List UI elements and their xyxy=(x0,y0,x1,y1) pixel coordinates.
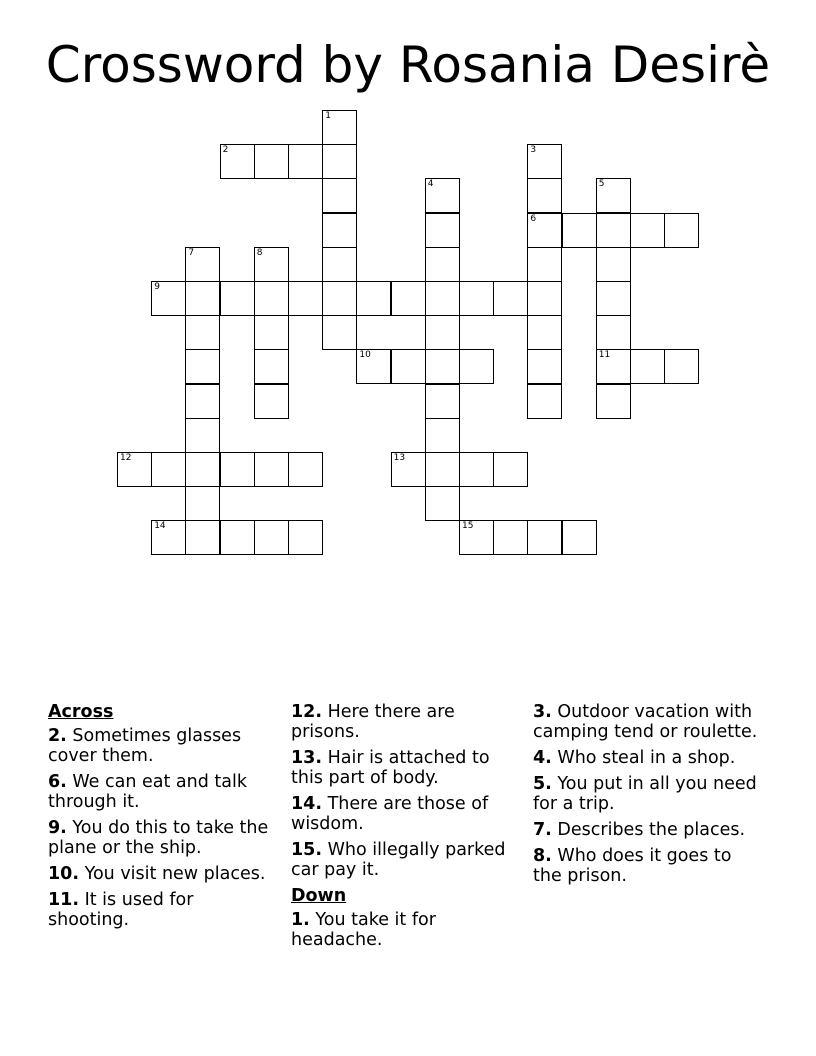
grid-cell[interactable] xyxy=(356,349,391,384)
grid-cell[interactable] xyxy=(220,520,255,555)
clue-number: 2 xyxy=(222,145,229,156)
clue-number: 9 xyxy=(154,282,160,292)
clue-item xyxy=(533,702,763,742)
clue-item xyxy=(533,748,763,768)
clue-text: You visit new places. xyxy=(84,864,266,884)
clue-item xyxy=(291,840,521,880)
clue-item xyxy=(48,864,278,884)
grid-cell[interactable] xyxy=(562,213,597,248)
clue-item xyxy=(48,818,278,858)
grid-cell[interactable] xyxy=(425,486,460,521)
grid-cell[interactable] xyxy=(459,520,494,555)
page-title: Crossword by Rosania Desirè xyxy=(45,36,771,94)
clue-number: 3 xyxy=(530,145,537,156)
clue-number: 5 xyxy=(598,179,605,190)
clue-text: Sometimes glasses cover them. xyxy=(48,726,242,766)
clue-text: Who illegally parked car pay it. xyxy=(291,840,506,880)
clue-number: 7 xyxy=(188,247,195,258)
clue-number-label: 10. xyxy=(48,864,80,884)
grid-cell[interactable] xyxy=(322,178,357,213)
grid-cell[interactable] xyxy=(185,384,220,419)
clue-number: 13 xyxy=(393,453,406,463)
clue-number: 1 xyxy=(325,111,331,121)
grid-cell[interactable] xyxy=(664,213,699,248)
grid-cell[interactable] xyxy=(185,520,220,555)
grid-cell[interactable] xyxy=(425,384,460,419)
clue-column-1 xyxy=(48,702,278,936)
clue-number: 14 xyxy=(154,521,166,532)
clue-item xyxy=(291,702,521,742)
grid-cell[interactable] xyxy=(185,486,220,521)
grid-cell[interactable] xyxy=(288,520,323,555)
clue-item xyxy=(48,772,278,812)
grid-cell[interactable] xyxy=(185,418,220,453)
clue-column-2 xyxy=(291,702,521,956)
grid-cell[interactable] xyxy=(425,178,460,213)
clue-number: 10 xyxy=(359,350,371,361)
clue-number-label: 2. xyxy=(48,726,67,746)
clue-number: 15 xyxy=(462,521,474,532)
clue-number: 11 xyxy=(598,350,611,361)
grid-cell[interactable] xyxy=(254,247,289,282)
grid-cell[interactable] xyxy=(596,281,631,316)
grid-cell[interactable] xyxy=(254,349,289,384)
grid-cell[interactable] xyxy=(322,315,357,350)
clue-text: It is used for shooting. xyxy=(48,890,194,930)
grid-cell[interactable] xyxy=(527,213,562,248)
grid-cell[interactable] xyxy=(459,281,494,316)
clue-number: 4 xyxy=(427,179,434,190)
grid-cell[interactable] xyxy=(220,452,255,487)
grid-cell[interactable] xyxy=(596,384,631,419)
clue-text: Here there are prisons. xyxy=(291,702,455,742)
grid-cell[interactable] xyxy=(391,452,426,487)
clue-item xyxy=(291,794,521,834)
grid-cell[interactable] xyxy=(425,418,460,453)
grid-cell[interactable] xyxy=(322,247,357,282)
down-heading: Down xyxy=(291,886,347,906)
clue-item xyxy=(291,910,521,950)
clue-item xyxy=(48,890,278,930)
grid-cell[interactable] xyxy=(322,213,357,248)
grid-cell[interactable] xyxy=(185,315,220,350)
grid-cell[interactable] xyxy=(425,281,460,316)
grid-cell[interactable] xyxy=(527,144,562,179)
clue-text: You take it for headache. xyxy=(291,910,436,950)
grid-cell[interactable] xyxy=(596,315,631,350)
clue-text: Hair is attached to this part of body. xyxy=(291,748,490,788)
clue-number-label: 1. xyxy=(291,910,310,930)
grid-cell[interactable] xyxy=(391,281,426,316)
clue-number-label: 6. xyxy=(48,772,67,792)
grid-cell[interactable] xyxy=(254,520,289,555)
grid-cell[interactable] xyxy=(254,144,289,179)
grid-cell[interactable] xyxy=(254,452,289,487)
grid-cell[interactable] xyxy=(459,349,494,384)
clue-item xyxy=(48,726,278,766)
clue-number-label: 14. xyxy=(291,794,323,814)
clue-text: You do this to take the plane or the ship. xyxy=(48,818,269,858)
grid-cell[interactable] xyxy=(493,452,528,487)
grid-cell[interactable] xyxy=(220,281,255,316)
grid-cell[interactable] xyxy=(630,349,665,384)
grid-cell[interactable] xyxy=(254,384,289,419)
grid-cell[interactable] xyxy=(425,213,460,248)
grid-cell[interactable] xyxy=(322,144,357,179)
grid-cell[interactable] xyxy=(151,520,186,555)
grid-cell[interactable] xyxy=(596,213,631,248)
grid-cell[interactable] xyxy=(527,520,562,555)
clue-text: We can eat and talk through it. xyxy=(48,772,247,812)
clue-item xyxy=(533,846,763,886)
clue-number-label: 7. xyxy=(533,820,552,840)
clue-text: Outdoor vacation with camping tend or roulette. xyxy=(533,702,758,742)
grid-cell[interactable] xyxy=(288,281,323,316)
grid-cell[interactable] xyxy=(596,178,631,213)
clue-number-label: 8. xyxy=(533,846,552,866)
clue-number: 12 xyxy=(120,453,132,463)
grid-cell[interactable] xyxy=(425,452,460,487)
grid-cell[interactable] xyxy=(562,520,597,555)
grid-cell[interactable] xyxy=(664,349,699,384)
clue-number-label: 13. xyxy=(291,748,323,768)
clue-text: Who steal in a shop. xyxy=(557,748,736,768)
grid-cell[interactable] xyxy=(288,452,323,487)
grid-cell[interactable] xyxy=(596,247,631,282)
grid-cell[interactable] xyxy=(493,281,528,316)
clue-item xyxy=(533,774,763,814)
grid-cell[interactable] xyxy=(425,349,460,384)
grid-cell[interactable] xyxy=(527,247,562,282)
grid-cell[interactable] xyxy=(220,144,255,179)
clue-number-label: 12. xyxy=(291,702,323,722)
grid-cell[interactable] xyxy=(425,247,460,282)
grid-cell[interactable] xyxy=(185,452,220,487)
grid-cell[interactable] xyxy=(254,281,289,316)
clue-number-label: 15. xyxy=(291,840,323,860)
grid-cell[interactable] xyxy=(596,349,631,384)
clue-item xyxy=(291,748,521,788)
clue-text: Describes the places. xyxy=(557,820,746,840)
clue-text: You put in all you need for a trip. xyxy=(533,774,757,814)
grid-cell[interactable] xyxy=(425,315,460,350)
grid-cell[interactable] xyxy=(527,384,562,419)
grid-cell[interactable] xyxy=(630,213,665,248)
clue-number: 6 xyxy=(530,213,537,224)
grid-cell[interactable] xyxy=(185,281,220,316)
grid-cell[interactable] xyxy=(288,144,323,179)
clue-number-label: 9. xyxy=(48,818,67,838)
clue-number-label: 3. xyxy=(533,702,552,722)
grid-cell[interactable] xyxy=(527,315,562,350)
grid-cell[interactable] xyxy=(527,349,562,384)
grid-cell[interactable] xyxy=(322,281,357,316)
grid-cell[interactable] xyxy=(356,281,391,316)
grid-cell[interactable] xyxy=(527,178,562,213)
grid-cell[interactable] xyxy=(527,281,562,316)
clue-text: There are those of wisdom. xyxy=(291,794,489,834)
clue-number-label: 5. xyxy=(533,774,552,794)
grid-cell[interactable] xyxy=(391,349,426,384)
clue-item xyxy=(533,820,763,840)
grid-cell[interactable] xyxy=(151,452,186,487)
grid-cell[interactable] xyxy=(117,452,152,487)
clue-column-3 xyxy=(533,702,763,892)
grid-cell[interactable] xyxy=(151,281,186,316)
grid-cell[interactable] xyxy=(322,110,357,145)
grid-cell[interactable] xyxy=(185,247,220,282)
clue-number-label: 4. xyxy=(533,748,552,768)
grid-cell[interactable] xyxy=(185,349,220,384)
grid-cell[interactable] xyxy=(254,315,289,350)
clue-number-label: 11. xyxy=(48,890,80,910)
grid-cell[interactable] xyxy=(493,520,528,555)
across-heading: Across xyxy=(48,702,114,722)
clue-text: Who does it goes to the prison. xyxy=(533,846,732,886)
clue-number: 8 xyxy=(256,247,263,258)
grid-cell[interactable] xyxy=(459,452,494,487)
